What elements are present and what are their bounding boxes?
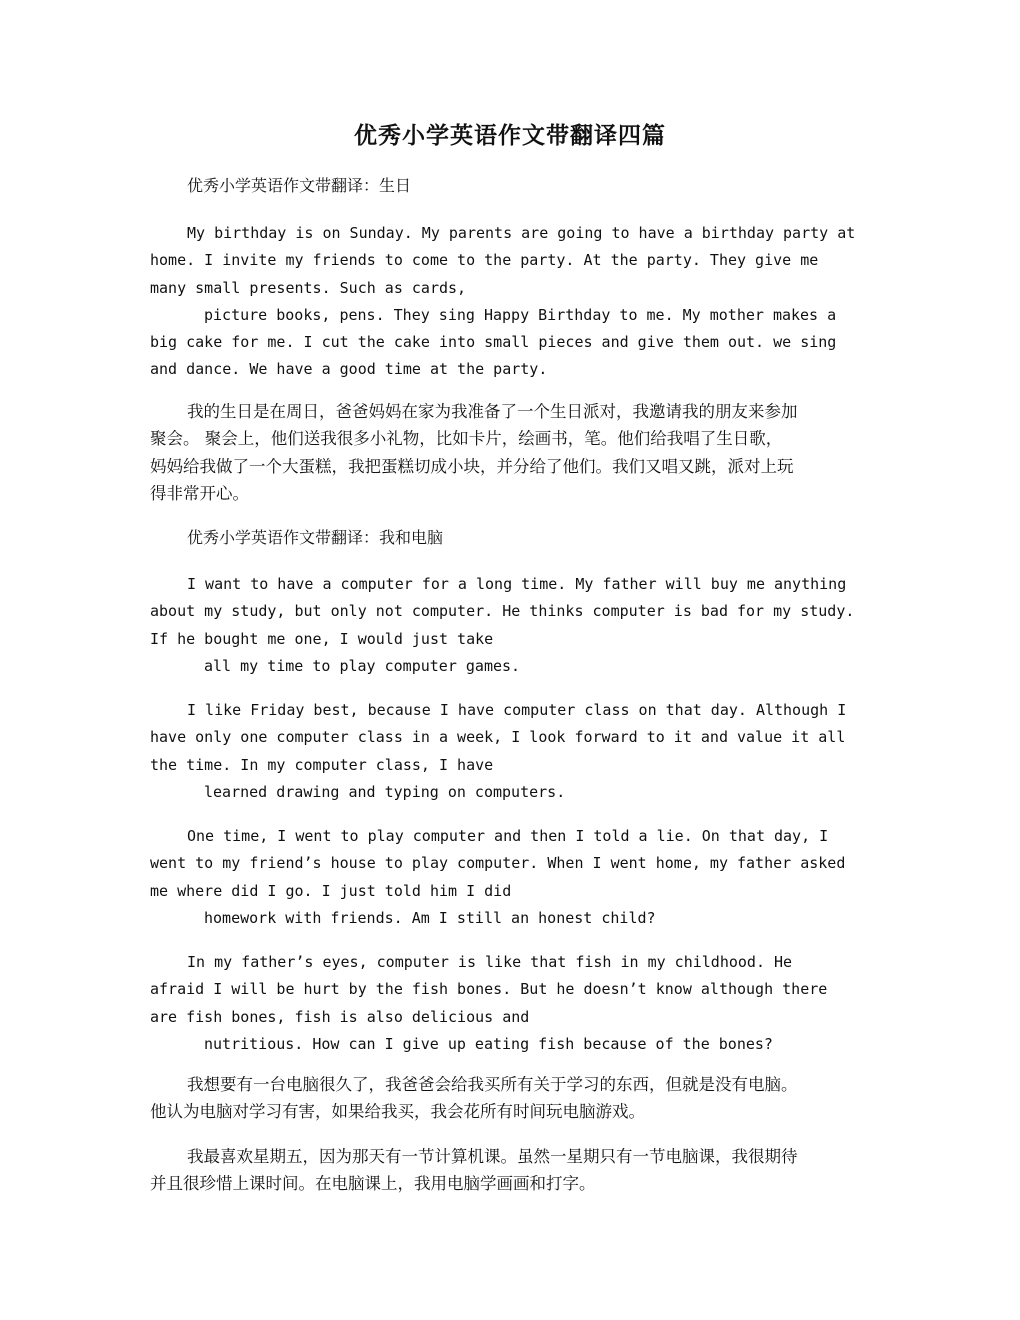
text-line: homework with friends. Am I still an honest child? <box>204 908 656 927</box>
document-title: 优秀小学英语作文带翻译四篇 <box>354 122 666 149</box>
text-line: 我的生日是在周日，爸爸妈妈在家为我准备了一个生日派对，我邀请我的朋友来参加 <box>187 402 798 421</box>
text-line: about my study, but only not computer. He thinks computer is bad for my study. <box>150 602 855 621</box>
text-line: 得非常开心。 <box>150 483 249 503</box>
text-line: 聚会。 聚会上，他们送我很多小礼物，比如卡片，绘画书，笔。他们给我唱了生日歌， <box>150 429 783 449</box>
text-line: and dance. We have a good time at the party. <box>150 360 548 379</box>
chinese-paragraph-1 <box>150 1071 870 1126</box>
text-line: big cake for me. I cut the cake into small pieces and give them out. we sing <box>150 333 837 352</box>
text-line: 他认为电脑对学习有害，如果给我买，我会花所有时间玩电脑游戏。 <box>150 1102 645 1122</box>
english-paragraph-birthday <box>150 220 870 384</box>
text-line: are fish bones, fish is also delicious and <box>150 1007 530 1026</box>
text-line: If he bought me one, I would just take <box>150 629 494 648</box>
text-line: went to my friend’s house to play computer. When I went home, my father asked <box>150 854 846 873</box>
text-line: afraid I will be hurt by the fish bones. But he doesn’t know although there <box>150 980 828 999</box>
text-line: home. I invite my friends to come to the party. At the party. They give me <box>150 251 819 270</box>
section-heading-birthday: 优秀小学英语作文带翻译：生日 <box>187 176 412 195</box>
chinese-paragraph-birthday <box>150 398 870 507</box>
text-line: 并且很珍惜上课时间。在电脑课上，我用电脑学画画和打字。 <box>150 1174 596 1194</box>
text-line: 我最喜欢星期五，因为那天有一节计算机课。虽然一星期只有一节电脑课，我很期待 <box>187 1147 798 1166</box>
english-paragraph-3 <box>150 823 870 932</box>
text-line: nutritious. How can I give up eating fish because of the bones? <box>204 1034 773 1053</box>
english-paragraph-2 <box>150 697 870 806</box>
text-line: I like Friday best, because I have computer class on that day. Although I <box>187 701 847 719</box>
section-heading-computer: 优秀小学英语作文带翻译：我和电脑 <box>187 528 444 547</box>
english-paragraph-1 <box>150 571 870 680</box>
text-line: many small presents. Such as cards, <box>150 278 467 297</box>
text-line: me where did I go. I just told him I did <box>150 881 512 900</box>
text-line: I want to have a computer for a long time. My father will buy me anything <box>187 575 847 593</box>
text-line: In my father’s eyes, computer is like that fish in my childhood. He <box>187 953 793 971</box>
text-line: have only one computer class in a week, I look forward to it and value it all <box>150 728 846 747</box>
text-line: the time. In my computer class, I have <box>150 755 494 774</box>
text-line: learned drawing and typing on computers. <box>204 782 566 801</box>
text-line: 妈妈给我做了一个大蛋糕，我把蛋糕切成小块，并分给了他们。我们又唱又跳，派对上玩 <box>150 456 794 476</box>
text-line: all my time to play computer games. <box>204 656 521 675</box>
text-line: picture books, pens. They sing Happy Birthday to me. My mother makes a <box>204 305 837 324</box>
text-line: 我想要有一台电脑很久了，我爸爸会给我买所有关于学习的东西，但就是没有电脑。 <box>187 1075 798 1094</box>
text-line: My birthday is on Sunday. My parents are going to have a birthday party at <box>187 224 856 242</box>
english-paragraph-4 <box>150 949 870 1058</box>
chinese-paragraph-2 <box>150 1143 870 1198</box>
text-line: One time, I went to play computer and then I told a lie. On that day, I <box>187 827 829 845</box>
